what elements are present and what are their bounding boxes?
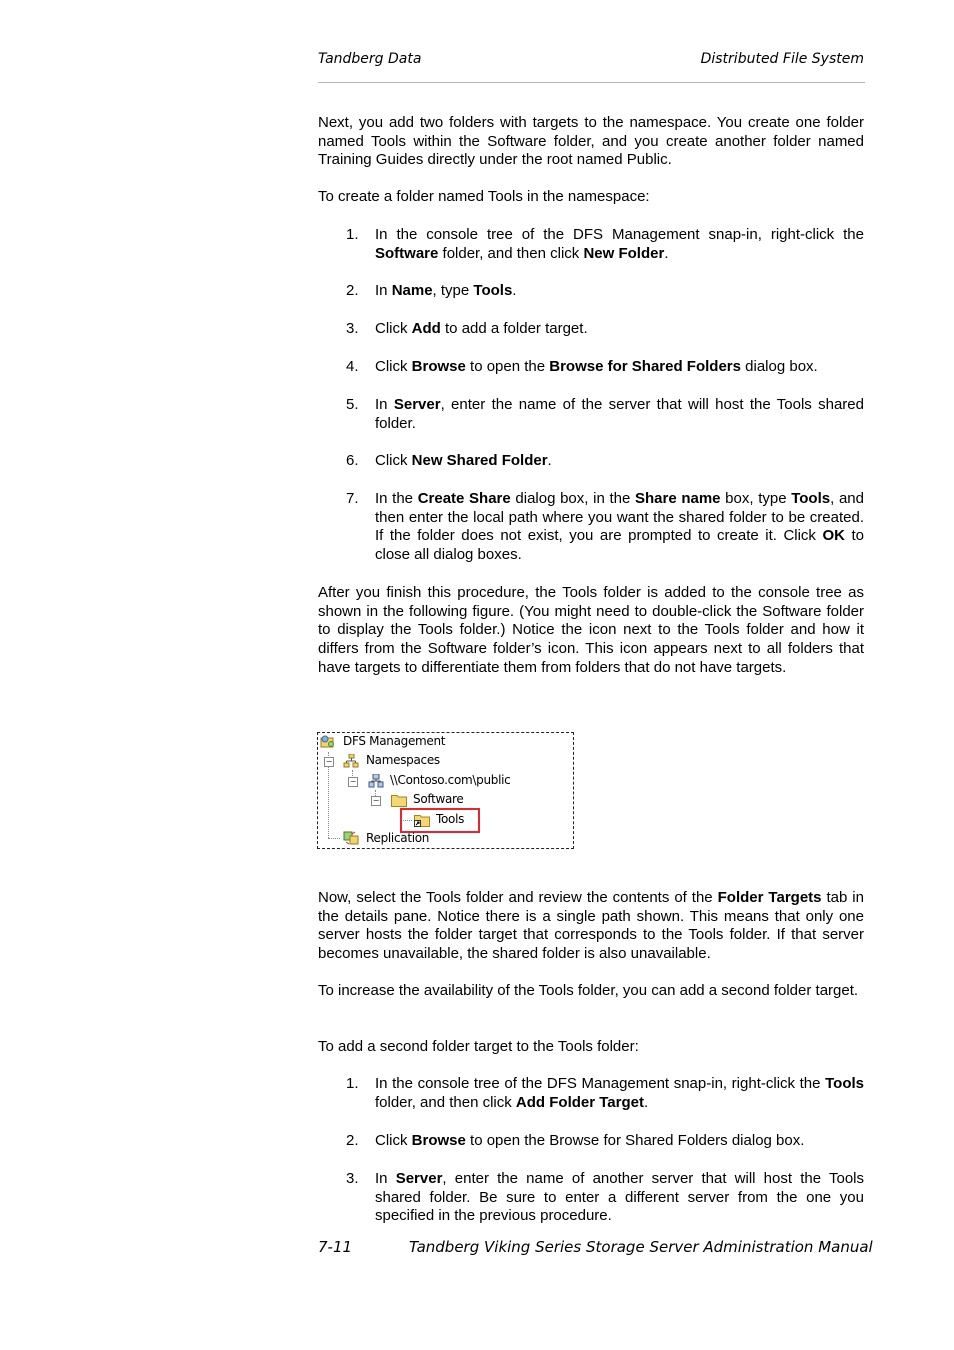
expand-toggle[interactable]: − [325, 757, 333, 766]
expand-toggle[interactable]: − [372, 796, 380, 805]
folder-icon [391, 793, 407, 807]
availability-paragraph: To increase the availability of the Tools folder, you can add a second folder target. [318, 982, 859, 999]
tree-node-namespaces[interactable]: Namespaces [366, 753, 440, 767]
tree-node-namespace-root[interactable]: \\Contoso.com\public [390, 773, 511, 787]
procedure1-intro: To create a folder named Tools in the namespace: [318, 188, 650, 205]
procedure2-intro: To add a second folder target to the Tools folder: [318, 1038, 639, 1055]
after-procedure-paragraph: After you finish this procedure, the Tools folder is added to the console tree as shown in the following figure. (You might need to double-click the Software folder to display the Tools folder.) Notice the icon next to the Tools folder and how it differs from the Software folder’s icon. This icon appears next to all folders that have targets to differentiate them from folders that do not have targets. [318, 584, 864, 676]
page-number: 7-11 [318, 1238, 353, 1256]
namespace-root-icon [368, 774, 384, 788]
tree-node-dfs-management[interactable]: DFS Management [343, 734, 446, 748]
footer-title: Tandberg Viking Series Storage Server Administration Manual [409, 1238, 873, 1256]
select-tools-paragraph: Now, select the Tools folder and review the contents of the Folder Targets tab in the details pane. Notice there is a single path shown. This means that only one server hosts the folder target that corresponds to the Tools folder. If that server becomes unavailable, the shared folder is also unavailable. [318, 889, 864, 963]
page-header [318, 51, 864, 71]
page-footer [318, 1238, 878, 1258]
header-left: Tandberg Data [318, 51, 422, 67]
tree-line [328, 838, 340, 839]
tree-node-replication[interactable]: Replication [366, 831, 430, 845]
intro-paragraph: Next, you add two folders with targets to the namespace. You create one folder named Tools within the Software folder, and you create another folder named Training Guides directly under the root named Public. [318, 114, 864, 169]
header-right: Distributed File System [700, 51, 864, 67]
dfs-management-icon [320, 735, 336, 749]
highlight-box [400, 808, 480, 833]
namespaces-icon [343, 754, 359, 768]
console-tree-figure [317, 732, 574, 849]
tree-node-software[interactable]: Software [413, 792, 464, 806]
expand-toggle[interactable]: − [349, 777, 357, 786]
replication-icon [343, 831, 359, 845]
tree-node-tools[interactable]: Tools [436, 812, 465, 826]
header-rule [318, 82, 865, 83]
